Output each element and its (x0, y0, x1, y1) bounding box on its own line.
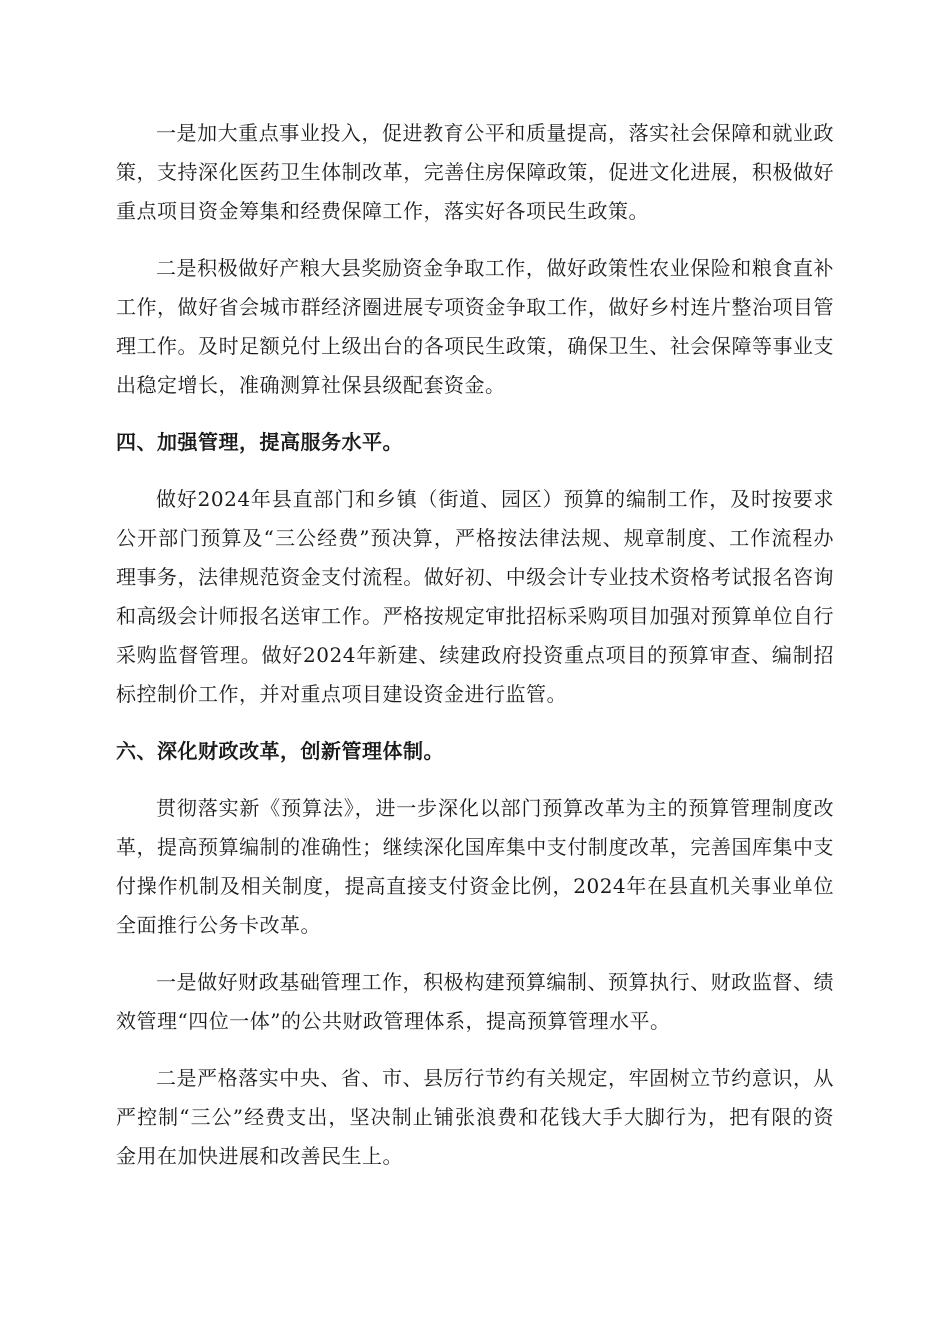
paragraph-budget-preparation: 做好2024年县直部门和乡镇（街道、园区）预算的编制工作，及时按要求公开部门预算及“三公经费”预决算，严格按法律法规、规章制度、工作流程办理事务，法律规范资金支付流程。做好初、中级会计专业技术资格考试报名咨询和高级会计师报名送审工作。严格按规定审批招标采购项目加强对预算单位自行采购监督管理。做好2024年新建、续建政府投资重点项目的预算审查、编制招标控制价工作，并对重点项目建设资金进行监管。 (116, 487, 834, 706)
paragraph-grain-county-funds: 二是积极做好产粮大县奖励资金争取工作，做好政策性农业保险和粮食直补工作，做好省会城市群经济圈进展专项资金争取工作，做好乡村连片整治项目管理工作。及时足额兑付上级出台的各项民生政策，确保卫生、社会保障等事业支出稳定增长，准确测算社保县级配套资金。 (116, 256, 834, 397)
paragraph-gap (116, 231, 834, 249)
paragraph-fiscal-basic-management: 一是做好财政基础管理工作，积极构建预算编制、预算执行、财政监督、绩效管理“四位一体”的公共财政管理体系，提高预算管理水平。 (116, 970, 834, 1033)
section-heading-management: 四、加强管理，提高服务水平。 (116, 430, 403, 454)
paragraph-gap (116, 405, 834, 423)
paragraph-gap (116, 462, 834, 480)
section-heading-fiscal-reform: 六、深化财政改革，创新管理体制。 (116, 739, 444, 763)
paragraph-budget-law: 贯彻落实新《预算法》，进一步深化以部门预算改革为主的预算管理制度改革，提高预算编制的准确性；继续深化国库集中支付制度改革，完善国库集中支付操作机制及相关制度，提高直接支付资金比例，2024年在县直机关事业单位全面推行公务卡改革。 (116, 796, 834, 937)
paragraph-gap (116, 945, 834, 963)
paragraph-gap (116, 771, 834, 789)
paragraph-education-investment: 一是加大重点事业投入，促进教育公平和质量提高，落实社会保障和就业政策，支持深化医药卫生体制改革，完善住房保障政策，促进文化进展，积极做好重点项目资金筹集和经费保障工作，落实好各项民生政策。 (116, 121, 834, 223)
paragraph-gap (116, 1041, 834, 1059)
document-body (116, 114, 834, 1176)
paragraph-gap (116, 714, 834, 732)
paragraph-thrift-regulations: 二是严格落实中央、省、市、县厉行节约有关规定，牢固树立节约意识，从严控制“三公”经费支出，坚决制止铺张浪费和花钱大手大脚行为，把有限的资金用在加快进展和改善民生上。 (116, 1066, 834, 1168)
